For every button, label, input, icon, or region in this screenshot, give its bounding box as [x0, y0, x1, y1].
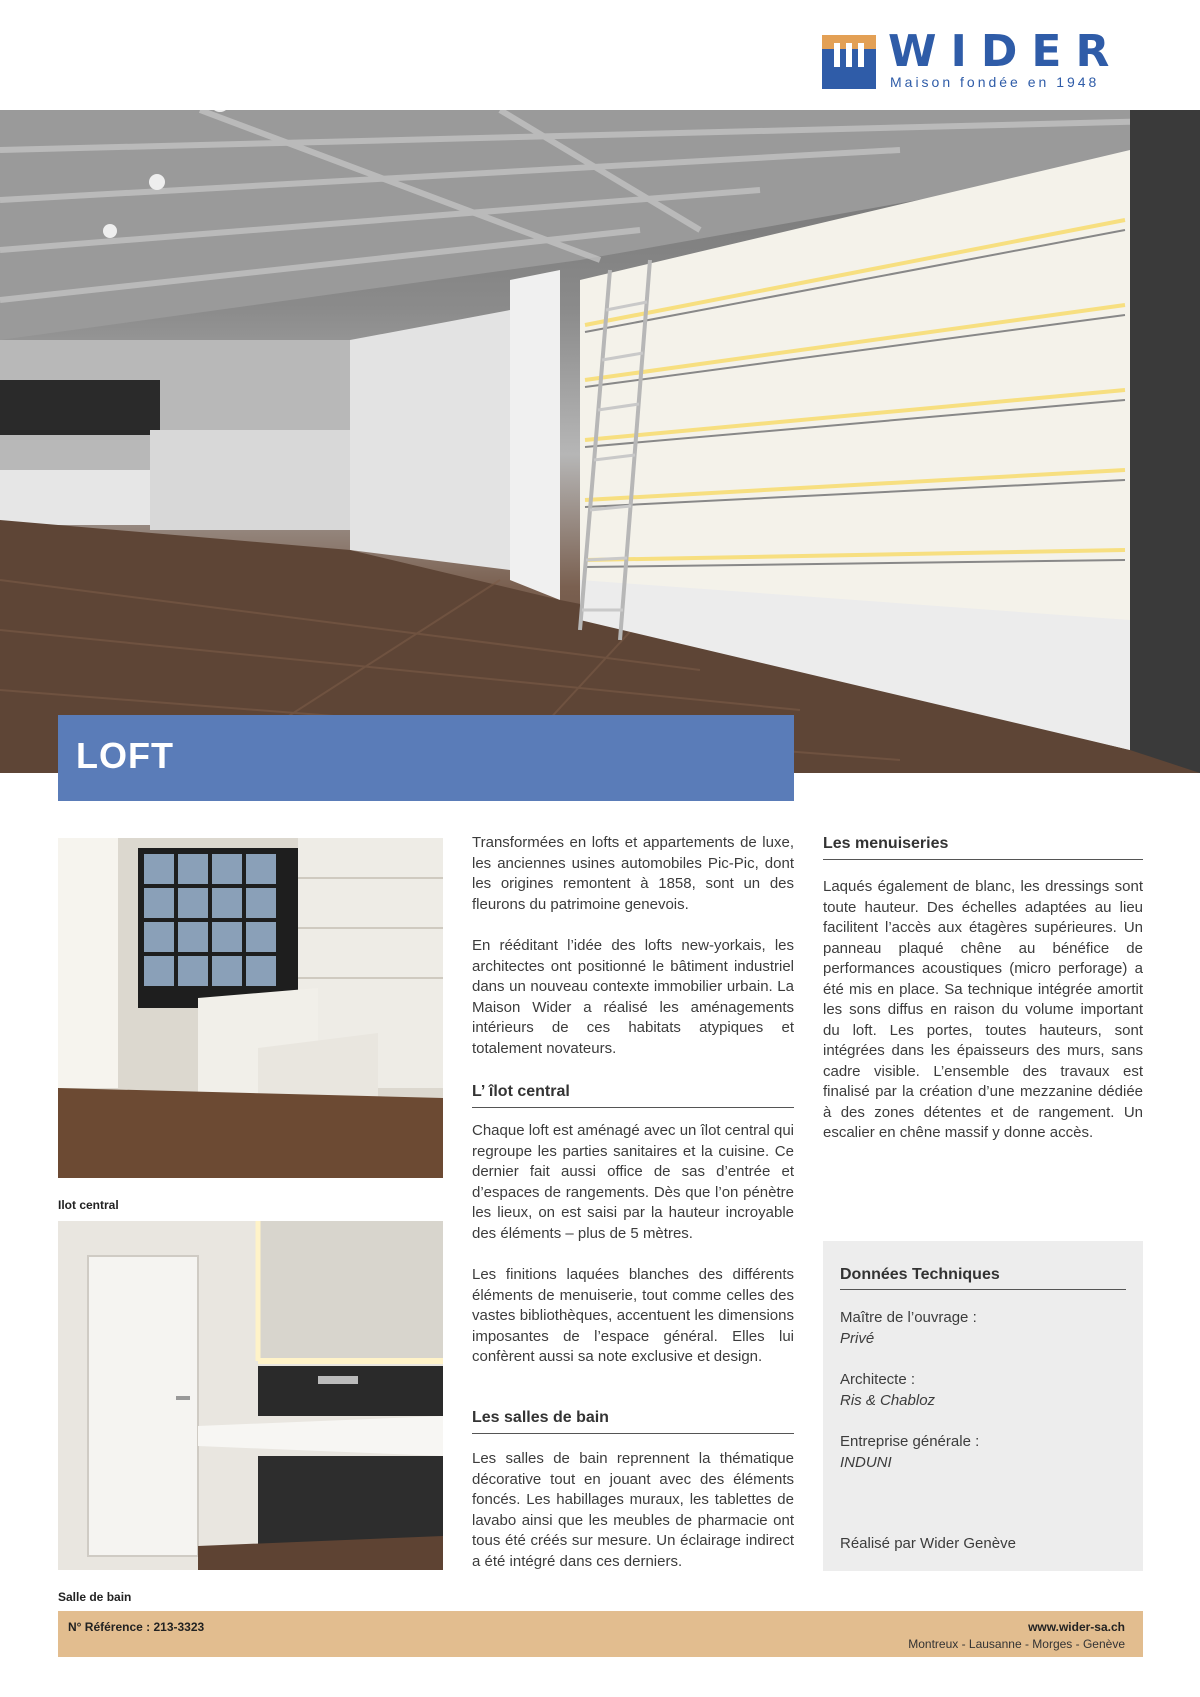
salles-text: [472, 1449, 794, 1593]
heading-salles-de-bain: Les salles de bain: [472, 1409, 794, 1434]
ilot-paragraph-1: Chaque loft est aménagé avec un îlot central qui regroupe les parties sanitaires et la cuisine. Ce dernier fait aussi office de sas d’entrée et d’espaces de rangements. Dès que l’on pénètre les lieux, on est saisi par la hauteur incroyable des éléments – plus de 5 mètres.: [472, 1122, 794, 1242]
tech-maitre-value: Privé: [840, 1330, 875, 1347]
footer-cities: Montreux - Lausanne - Morges - Genève: [908, 1637, 1125, 1651]
title-band: [58, 715, 794, 801]
ilot-paragraph-2: Les finitions laquées blanches des différents éléments de menuiserie, tout comme celles des vastes bibliothèques, accentuent les dimensions imposantes de l’espace général. Elles lui confèrent aussi sa note exclusive et design.: [472, 1266, 794, 1365]
menuiseries-text: [823, 877, 1143, 1165]
hero-illustration: [0, 110, 1200, 773]
ilot-illustration: [58, 838, 443, 1178]
ilot-text: [472, 1121, 794, 1389]
photo-salle-de-bain: [58, 1221, 443, 1570]
logo-mark-icon: [822, 35, 876, 89]
heading-menuiseries: Les menuiseries: [823, 835, 1143, 860]
tech-entreprise-value: INDUNI: [840, 1454, 892, 1471]
footer-reference: N° Référence : 213-3323: [68, 1620, 205, 1634]
intro-text: [472, 833, 794, 1080]
salles-paragraph-1: Les salles de bain reprennent la thématique décorative tout en jouant avec des éléments foncés. Les habillages muraux, les tablettes de lavabo ainsi que les meubles de pharmacie ont tous été créés sur mesure. Un éclairage indirect a été intégré dans ces derniers.: [472, 1450, 794, 1570]
brand-logo: [822, 26, 1142, 92]
menuiseries-paragraph-1: Laqués également de blanc, les dressings sont toute hauteur. Des échelles adaptées au lieu facilitent l’accès aux étagères supérieures. Un panneau plaqué chêne au bénéfice de performances acoustiques (micro perforage) a été mis en place. Sa technique intégrée amortit les sons diffus en raison du volume important du loft. Les portes, toutes hauteurs, sont intégrées dans les épaisseurs des murs, sans cadre visible. L’ensemble des travaux est finalisé par la création d’une mezzanine dédiée à des zones détentes et de rangement. Un escalier en chêne massif y donne accès.: [823, 878, 1143, 1141]
photo-ilot-central: [58, 838, 443, 1178]
technical-data-box: [823, 1241, 1143, 1571]
caption-salle-de-bain: Salle de bain: [58, 1590, 132, 1604]
heading-ilot-central: L’ îlot central: [472, 1083, 794, 1108]
tech-architecte-value: Ris & Chabloz: [840, 1392, 936, 1409]
tech-maitre-label: Maître de l’ouvrage :: [840, 1309, 977, 1326]
page-title: LOFT: [76, 735, 174, 776]
brand-name: WIDER: [888, 26, 1124, 77]
brand-tagline: Maison fondée en 1948: [890, 74, 1100, 90]
tech-entreprise-label: Entreprise générale :: [840, 1433, 980, 1450]
caption-ilot-central: Ilot central: [58, 1198, 119, 1212]
hero-photo-loft: [0, 110, 1200, 773]
footer-bar: [58, 1611, 1143, 1657]
tech-heading: Données Techniques: [840, 1266, 1126, 1290]
tech-realise: Réalisé par Wider Genève: [840, 1535, 1016, 1552]
bathroom-illustration: [58, 1221, 443, 1570]
intro-paragraph-1: Transformées en lofts et appartements de luxe, les anciennes usines automobiles Pic-Pic, dont les origines remontent à 1858, sont un des fleurons du patrimoine genevois.: [472, 834, 794, 913]
intro-paragraph-2: En rééditant l’idée des lofts new-yorkais, les architectes ont positionné le bâtiment industriel dans un nouveau contexte immobilier urbain. La Maison Wider a réalisé les aménagements intérieurs de ces habitats atypiques et totalement novateurs.: [472, 937, 794, 1057]
footer-website-link[interactable]: www.wider-sa.ch: [1028, 1620, 1125, 1634]
tech-architecte-label: Architecte :: [840, 1371, 916, 1388]
